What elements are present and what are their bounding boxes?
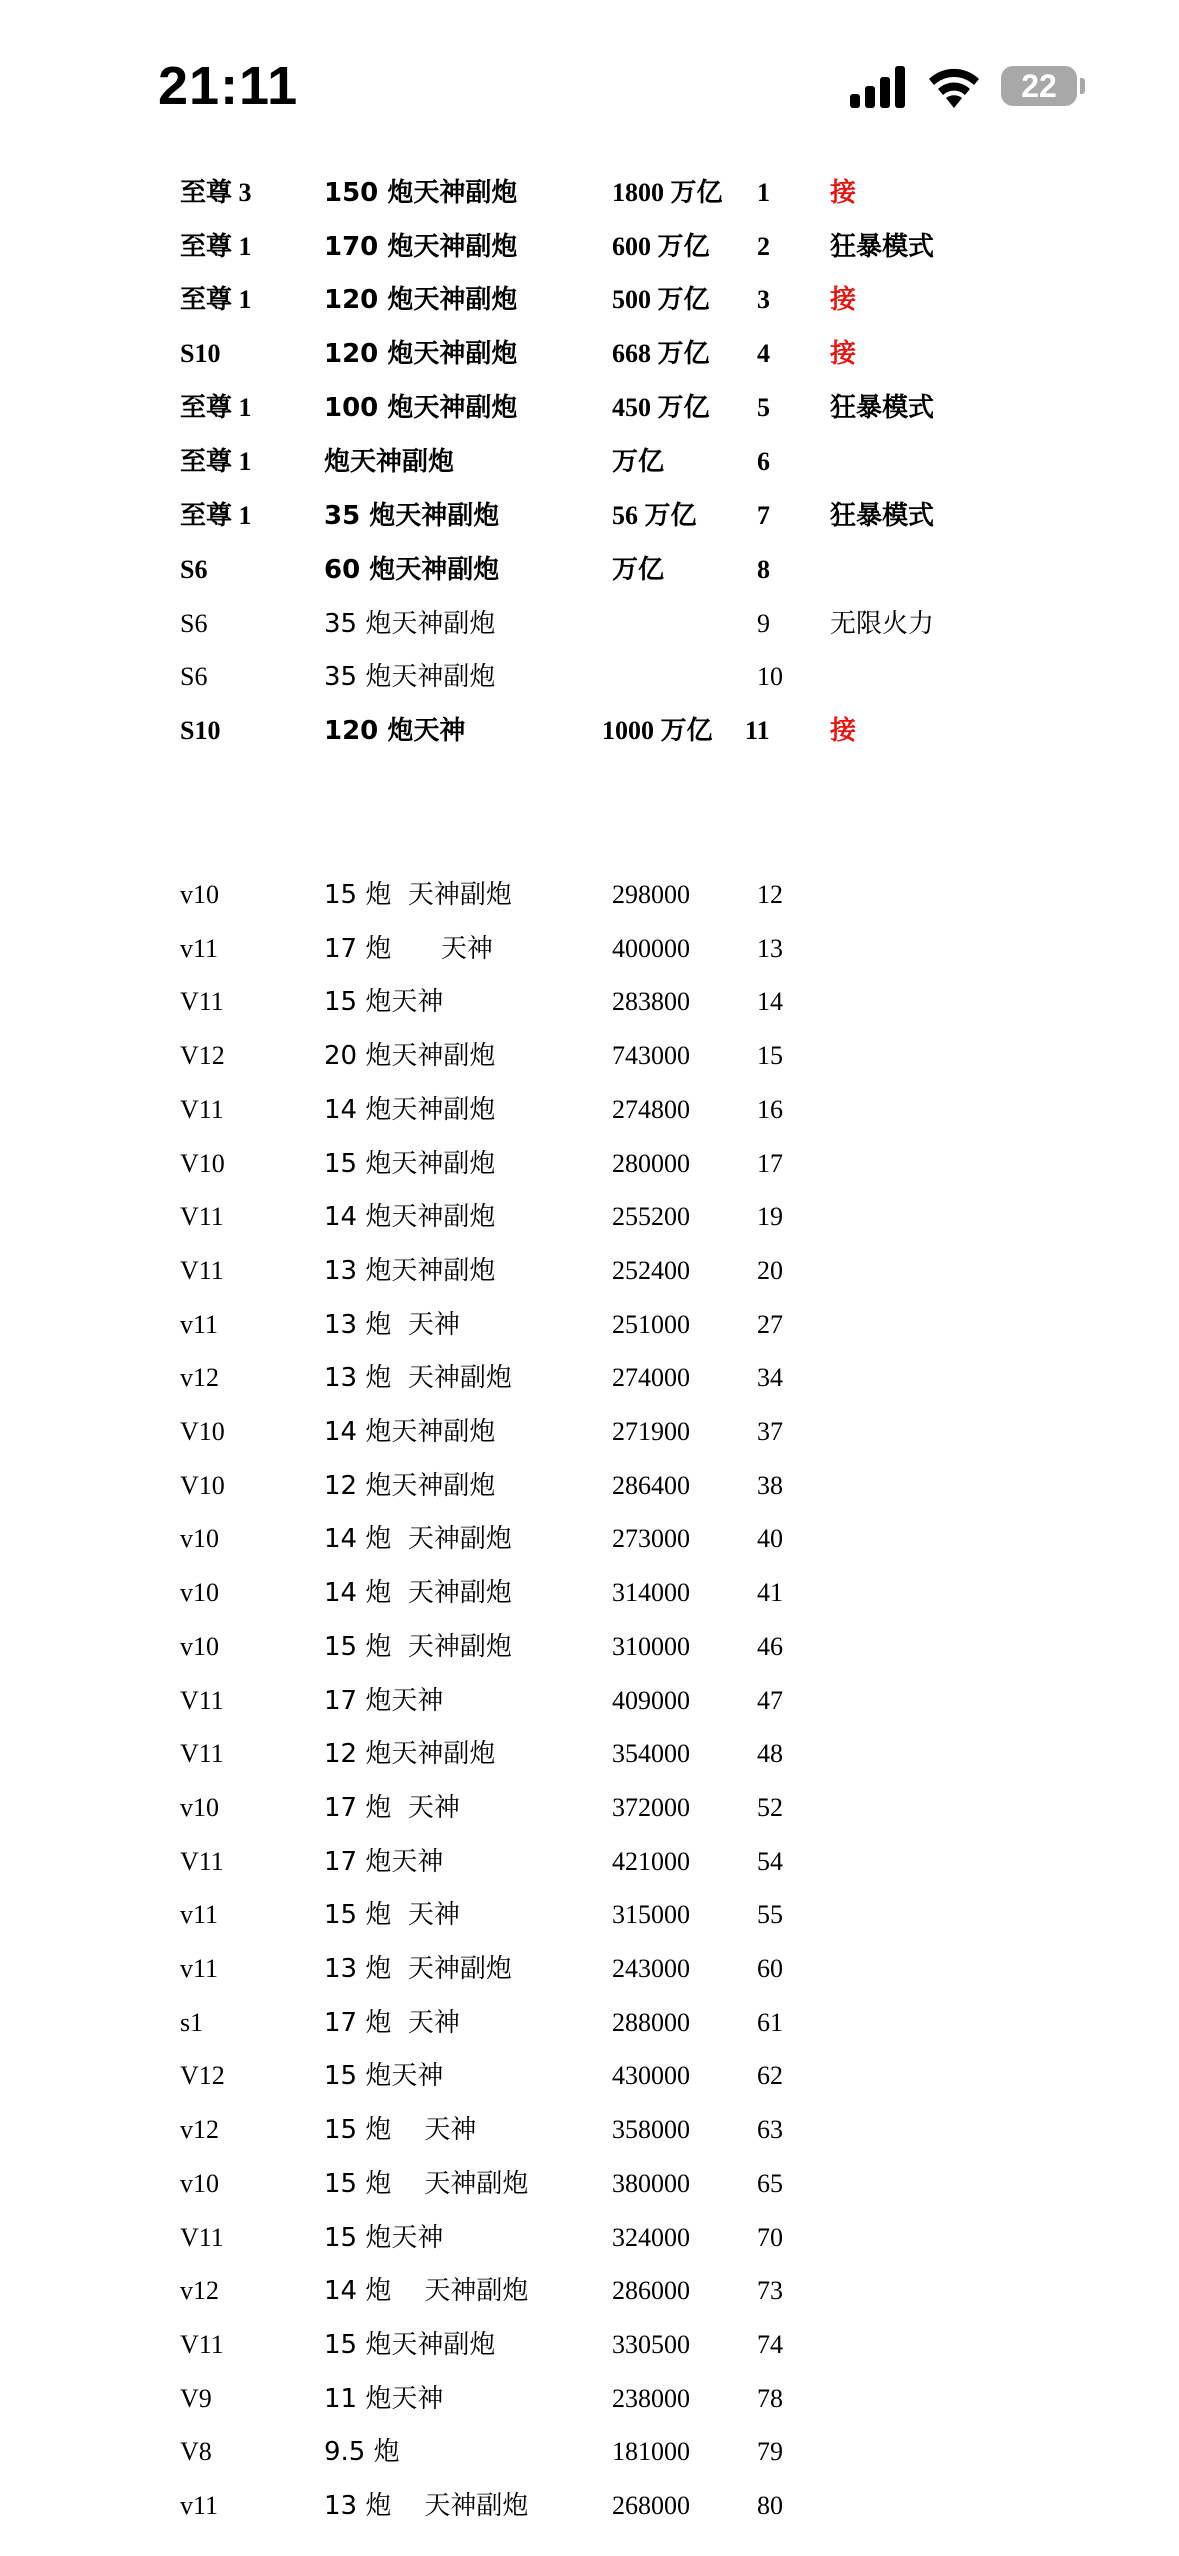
row-note: 狂暴模式 <box>830 501 935 531</box>
row-level: V11 <box>180 1094 224 1124</box>
row-cannon: 15 炮天神副炮 <box>324 2329 496 2360</box>
table-row <box>0 2211 1179 2265</box>
table-row <box>0 220 1179 274</box>
row-value: 310000 <box>612 1631 690 1661</box>
row-rank: 8 <box>757 555 770 584</box>
table-row <box>0 1888 1179 1942</box>
row-rank: 10 <box>757 662 783 691</box>
table-row <box>0 1459 1179 1513</box>
table-row <box>0 1942 1179 1996</box>
table-row <box>0 1351 1179 1405</box>
row-cannon: 20 炮天神副炮 <box>324 1041 496 1072</box>
row-level: v10 <box>180 1792 219 1822</box>
row-level: v11 <box>180 1954 219 1983</box>
row-value: 273000 <box>612 1524 690 1554</box>
row-note: 接 <box>830 178 857 208</box>
row-note: 接 <box>830 339 857 369</box>
row-cannon: 13 炮 天神副炮 <box>324 1954 512 1984</box>
row-level: V12 <box>180 2061 225 2091</box>
row-level: V11 <box>180 1846 224 1876</box>
row-value: 1800 万亿 <box>612 178 723 207</box>
row-rank: 1 <box>757 178 770 207</box>
row-cannon: 14 炮 天神副炮 <box>324 1524 512 1555</box>
row-cannon: 15 炮天神 <box>324 2061 444 2092</box>
row-value: 251000 <box>612 1309 690 1339</box>
row-note: 无限火力 <box>830 609 935 639</box>
row-rank: 20 <box>757 1255 783 1285</box>
row-cannon: 15 炮 天神副炮 <box>324 880 512 910</box>
row-rank: 9 <box>757 609 770 638</box>
row-level: s1 <box>180 2007 204 2037</box>
table-row <box>0 489 1179 543</box>
row-value: 286400 <box>612 1470 690 1500</box>
table-row <box>0 1405 1179 1459</box>
table-row <box>0 543 1179 597</box>
status-time: 21:11 <box>158 56 299 116</box>
table-row <box>0 273 1179 327</box>
row-cannon: 120 炮天神副炮 <box>324 285 518 315</box>
row-level: v12 <box>180 2276 219 2306</box>
row-value: 万亿 <box>612 447 665 476</box>
row-rank: 4 <box>757 339 770 368</box>
row-value: 330500 <box>612 2329 690 2359</box>
row-cannon: 13 炮 天神 <box>324 1309 460 1340</box>
row-level: v10 <box>180 1524 219 1554</box>
row-value: 500 万亿 <box>612 285 710 314</box>
table-row <box>0 1137 1179 1191</box>
row-value: 315000 <box>612 1900 690 1930</box>
row-cannon: 14 炮天神副炮 <box>324 1202 496 1233</box>
row-cannon: 35 炮天神副炮 <box>324 501 500 531</box>
row-rank: 70 <box>757 2222 783 2252</box>
row-note: 接 <box>830 716 857 746</box>
row-level: V11 <box>180 987 224 1017</box>
row-rank: 47 <box>757 1685 783 1715</box>
row-rank: 41 <box>757 1578 783 1608</box>
row-rank: 48 <box>757 1739 783 1769</box>
row-value: 283800 <box>612 987 690 1017</box>
row-level: V10 <box>180 1148 225 1178</box>
row-rank: 79 <box>757 2437 783 2467</box>
row-level: 至尊 1 <box>180 232 252 261</box>
row-level: 至尊 3 <box>180 178 252 207</box>
table-row <box>0 166 1179 220</box>
row-rank: 13 <box>757 933 783 963</box>
table-row <box>0 327 1179 381</box>
row-level: v11 <box>180 1900 219 1930</box>
cellular-signal-icon <box>848 66 908 108</box>
row-value: 314000 <box>612 1578 690 1608</box>
table-row <box>0 1835 1179 1889</box>
row-level: v11 <box>180 933 219 963</box>
table-row <box>0 2479 1179 2533</box>
row-level: v10 <box>180 880 219 909</box>
table-row <box>0 704 1179 758</box>
row-value: 400000 <box>612 933 690 963</box>
row-level: v10 <box>180 2168 219 2198</box>
row-level: V11 <box>180 1739 224 1769</box>
row-level: V11 <box>180 1685 224 1715</box>
row-cannon: 15 炮天神 <box>324 987 444 1018</box>
row-rank: 6 <box>757 447 770 476</box>
wifi-icon <box>925 64 983 108</box>
table-row <box>0 2372 1179 2426</box>
row-cannon: 17 炮天神 <box>324 1846 444 1877</box>
row-rank: 65 <box>757 2168 783 2198</box>
row-value: 271900 <box>612 1417 690 1446</box>
row-rank: 7 <box>757 501 770 530</box>
row-rank: 34 <box>757 1363 783 1393</box>
row-value: 238000 <box>612 2383 690 2413</box>
row-value: 324000 <box>612 2222 690 2252</box>
battery-cap <box>1080 78 1085 94</box>
row-level: v11 <box>180 1309 219 1339</box>
row-level: v10 <box>180 1578 219 1608</box>
row-level: S6 <box>180 662 208 691</box>
row-cannon: 14 炮 天神副炮 <box>324 1578 512 1609</box>
row-value: 298000 <box>612 880 690 909</box>
table-row <box>0 381 1179 435</box>
row-rank: 37 <box>757 1417 783 1446</box>
row-level: S6 <box>180 555 208 584</box>
table-row <box>0 1083 1179 1137</box>
row-cannon: 12 炮天神副炮 <box>324 1470 496 1501</box>
row-cannon: 15 炮 天神副炮 <box>324 1631 512 1662</box>
table-row <box>0 2425 1179 2479</box>
row-rank: 54 <box>757 1846 783 1876</box>
row-cannon: 120 炮天神 <box>324 716 466 746</box>
row-cannon: 13 炮天神副炮 <box>324 1255 496 1286</box>
row-rank: 3 <box>757 285 770 314</box>
row-note: 狂暴模式 <box>830 232 935 262</box>
row-cannon: 35 炮天神副炮 <box>324 609 496 639</box>
row-cannon: 120 炮天神副炮 <box>324 339 518 369</box>
row-cannon: 17 炮天神 <box>324 1685 444 1716</box>
row-level: S6 <box>180 609 208 638</box>
row-rank: 52 <box>757 1792 783 1822</box>
row-level: v11 <box>180 2491 219 2520</box>
row-cannon: 60 炮天神副炮 <box>324 555 500 585</box>
row-cannon: 15 炮天神 <box>324 2222 444 2253</box>
row-rank: 60 <box>757 1954 783 1983</box>
row-cannon: 17 炮 天神 <box>324 933 493 964</box>
row-value: 358000 <box>612 2115 690 2145</box>
table-row <box>0 2264 1179 2318</box>
row-value: 181000 <box>612 2437 690 2467</box>
row-rank: 19 <box>757 1202 783 1232</box>
row-value: 1000 万亿 <box>602 716 713 745</box>
row-rank: 17 <box>757 1148 783 1178</box>
row-level: V11 <box>180 1255 224 1285</box>
table-row <box>0 975 1179 1029</box>
table-row <box>0 922 1179 976</box>
row-cannon: 15 炮 天神 <box>324 1900 460 1931</box>
table-row <box>0 1244 1179 1298</box>
row-level: V10 <box>180 1470 225 1500</box>
table-row <box>0 2157 1179 2211</box>
status-bar <box>0 0 1179 150</box>
table-row <box>0 1029 1179 1083</box>
row-cannon: 9.5 炮 <box>324 2437 400 2468</box>
row-level: 至尊 1 <box>180 393 252 422</box>
row-value: 274800 <box>612 1094 690 1124</box>
row-rank: 16 <box>757 1094 783 1124</box>
row-rank: 63 <box>757 2115 783 2145</box>
table-row <box>0 1996 1179 2050</box>
row-rank: 40 <box>757 1524 783 1554</box>
row-value: 450 万亿 <box>612 393 710 422</box>
row-value: 354000 <box>612 1739 690 1769</box>
table-row <box>0 2103 1179 2157</box>
row-level: V8 <box>180 2437 212 2467</box>
row-cannon: 17 炮 天神 <box>324 2007 460 2038</box>
row-level: V9 <box>180 2383 212 2413</box>
row-note: 接 <box>830 285 857 315</box>
row-value: 万亿 <box>612 555 665 584</box>
row-cannon: 炮天神副炮 <box>324 447 455 477</box>
table-row <box>0 1674 1179 1728</box>
row-level: v12 <box>180 1363 219 1393</box>
row-rank: 74 <box>757 2329 783 2359</box>
table-row <box>0 435 1179 489</box>
row-level: S10 <box>180 716 221 745</box>
row-cannon: 15 炮天神副炮 <box>324 1148 496 1179</box>
row-level: 至尊 1 <box>180 447 252 476</box>
row-rank: 78 <box>757 2383 783 2413</box>
row-cannon: 12 炮天神副炮 <box>324 1739 496 1770</box>
row-cannon: 170 炮天神副炮 <box>324 232 518 262</box>
table-row <box>0 1781 1179 1835</box>
row-cannon: 150 炮天神副炮 <box>324 178 518 208</box>
row-value: 668 万亿 <box>612 339 710 368</box>
row-rank: 80 <box>757 2491 783 2520</box>
row-value: 255200 <box>612 1202 690 1232</box>
row-value: 409000 <box>612 1685 690 1715</box>
row-level: S10 <box>180 339 221 368</box>
table-row <box>0 1512 1179 1566</box>
row-value: 56 万亿 <box>612 501 697 530</box>
row-rank: 2 <box>757 232 770 261</box>
row-value: 288000 <box>612 2007 690 2037</box>
row-value: 252400 <box>612 1255 690 1285</box>
table-row <box>0 868 1179 922</box>
row-level: V10 <box>180 1417 225 1446</box>
row-cannon: 35 炮天神副炮 <box>324 662 496 692</box>
row-rank: 5 <box>757 393 770 422</box>
table-row <box>0 650 1179 704</box>
row-level: v10 <box>180 1631 219 1661</box>
table-row <box>0 2318 1179 2372</box>
row-level: V12 <box>180 1041 225 1071</box>
row-rank: 61 <box>757 2007 783 2037</box>
row-level: V11 <box>180 2222 224 2252</box>
row-level: v12 <box>180 2115 219 2145</box>
row-cannon: 13 炮 天神副炮 <box>324 1363 512 1394</box>
row-rank: 15 <box>757 1041 783 1071</box>
row-value: 380000 <box>612 2168 690 2198</box>
table-row <box>0 2049 1179 2103</box>
row-cannon: 11 炮天神 <box>324 2383 444 2414</box>
row-rank: 11 <box>745 716 770 745</box>
row-note: 狂暴模式 <box>830 393 935 423</box>
row-rank: 62 <box>757 2061 783 2091</box>
row-cannon: 14 炮天神副炮 <box>324 1094 496 1125</box>
row-rank: 55 <box>757 1900 783 1930</box>
table-row <box>0 1566 1179 1620</box>
table-row <box>0 1298 1179 1352</box>
row-rank: 12 <box>757 880 783 909</box>
table-row <box>0 1727 1179 1781</box>
battery-icon: 22 <box>1001 66 1077 106</box>
table-row <box>0 597 1179 651</box>
row-rank: 73 <box>757 2276 783 2306</box>
row-value: 421000 <box>612 1846 690 1876</box>
row-cannon: 17 炮 天神 <box>324 1792 460 1823</box>
row-cannon: 14 炮 天神副炮 <box>324 2276 529 2307</box>
row-value: 743000 <box>612 1041 690 1071</box>
row-level: 至尊 1 <box>180 285 252 314</box>
row-rank: 27 <box>757 1309 783 1339</box>
row-value: 274000 <box>612 1363 690 1393</box>
row-value: 243000 <box>612 1954 690 1983</box>
row-cannon: 100 炮天神副炮 <box>324 393 518 423</box>
row-value: 280000 <box>612 1148 690 1178</box>
row-cannon: 15 炮 天神 <box>324 2115 477 2146</box>
row-cannon: 14 炮天神副炮 <box>324 1417 496 1447</box>
row-level: V11 <box>180 2329 224 2359</box>
table-row <box>0 1620 1179 1674</box>
row-cannon: 13 炮 天神副炮 <box>324 2491 529 2521</box>
row-level: V11 <box>180 1202 224 1232</box>
row-cannon: 15 炮 天神副炮 <box>324 2168 529 2199</box>
row-rank: 38 <box>757 1470 783 1500</box>
row-value: 286000 <box>612 2276 690 2306</box>
row-rank: 14 <box>757 987 783 1017</box>
row-rank: 46 <box>757 1631 783 1661</box>
row-value: 268000 <box>612 2491 690 2520</box>
row-value: 600 万亿 <box>612 232 710 261</box>
table-row <box>0 1190 1179 1244</box>
row-level: 至尊 1 <box>180 501 252 530</box>
row-value: 372000 <box>612 1792 690 1822</box>
row-value: 430000 <box>612 2061 690 2091</box>
